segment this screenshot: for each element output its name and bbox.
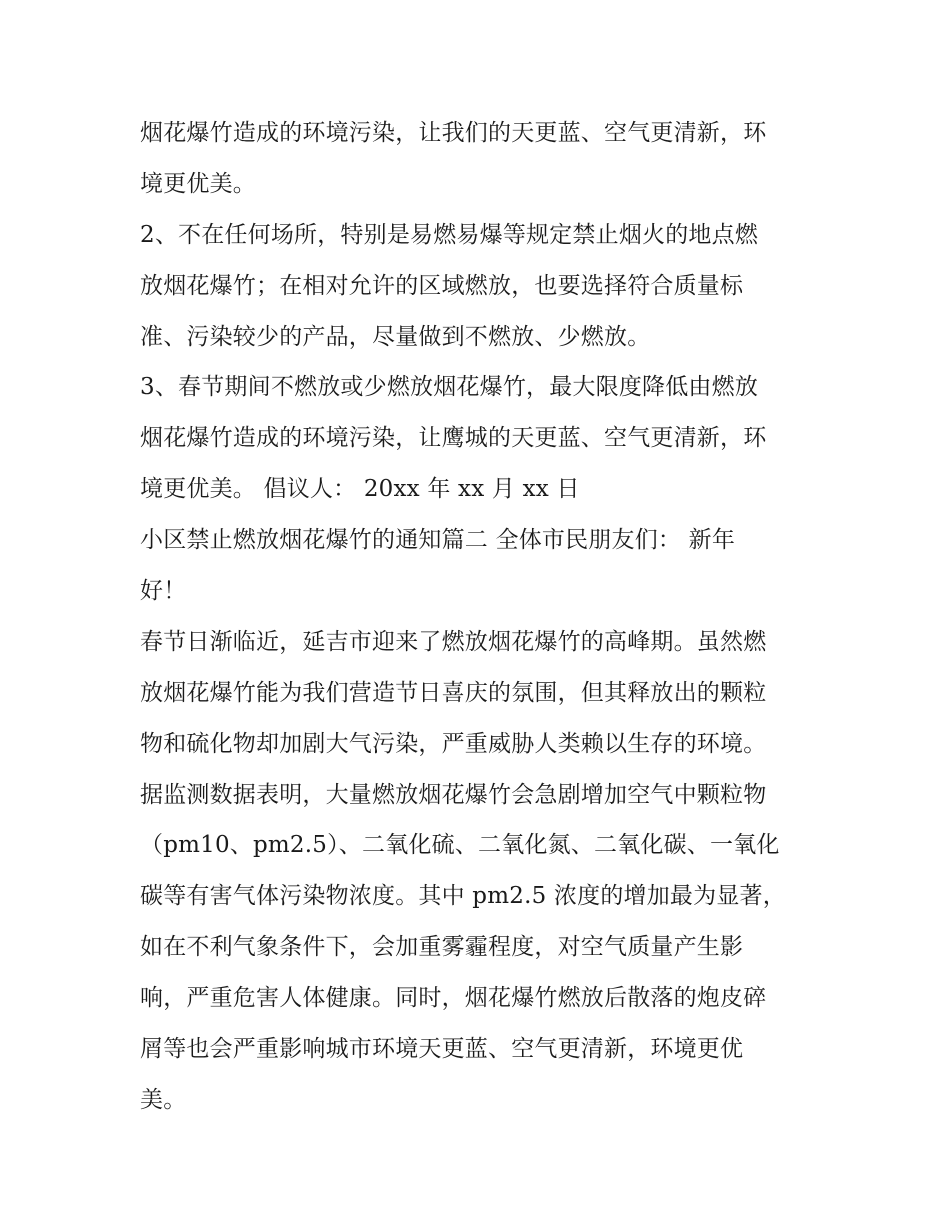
document-body	[140, 108, 820, 1126]
text-line: 放烟花爆竹；在相对允许的区域燃放，也要选择符合质量标	[140, 272, 744, 299]
text-line: 烟花爆竹造成的环境污染，让我们的天更蓝、空气更清新，环	[140, 120, 767, 146]
text-line: （pm10、pm2.5）、二氧化硫、二氧化氮、二氧化碳、一氧化	[140, 832, 780, 859]
text-line: 境更优美。 倡议人： 20xx 年 xx 月 xx 日	[140, 476, 580, 503]
text-line: 响，严重危害人体健康。同时，烟花爆竹燃放后散落的炮皮碎	[140, 985, 767, 1012]
text-line: 碳等有害气体污染物浓度。其中 pm2.5 浓度的增加最为显著，	[140, 883, 786, 910]
text-line: 小区禁止燃放烟花爆竹的通知篇二 全体市民朋友们： 新年	[140, 527, 736, 554]
text-line: 物和硫化物却加剧大气污染，严重威胁人类赖以生存的环境。	[140, 730, 767, 757]
text-line: 美。	[140, 1086, 187, 1113]
text-line: 据监测数据表明，大量燃放烟花爆竹会急剧增加空气中颗粒物	[140, 781, 767, 808]
text-line: 放烟花爆竹能为我们营造节日喜庆的氛围，但其释放出的颗粒	[140, 679, 767, 706]
text-line: 春节日渐临近，延吉市迎来了燃放烟花爆竹的高峰期。虽然燃	[140, 628, 767, 655]
text-line: 准、污染较少的产品，尽量做到不燃放、少燃放。	[140, 323, 651, 350]
text-line: 屑等也会严重影响城市环境天更蓝、空气更清新，环境更优	[140, 1036, 744, 1063]
text-line: 2、不在任何场所，特别是易燃易爆等规定禁止烟火的地点燃	[140, 221, 759, 248]
text-line: 如在不利气象条件下，会加重雾霾程度，对空气质量产生影	[140, 934, 744, 961]
text-line: 境更优美。	[140, 170, 256, 197]
text-line: 3、春节期间不燃放或少燃放烟花爆竹，最大限度降低由燃放	[140, 374, 759, 401]
text-line: 好！	[140, 578, 187, 605]
text-line: 烟花爆竹造成的环境污染，让鹰城的天更蓝、空气更清新，环	[140, 425, 767, 452]
